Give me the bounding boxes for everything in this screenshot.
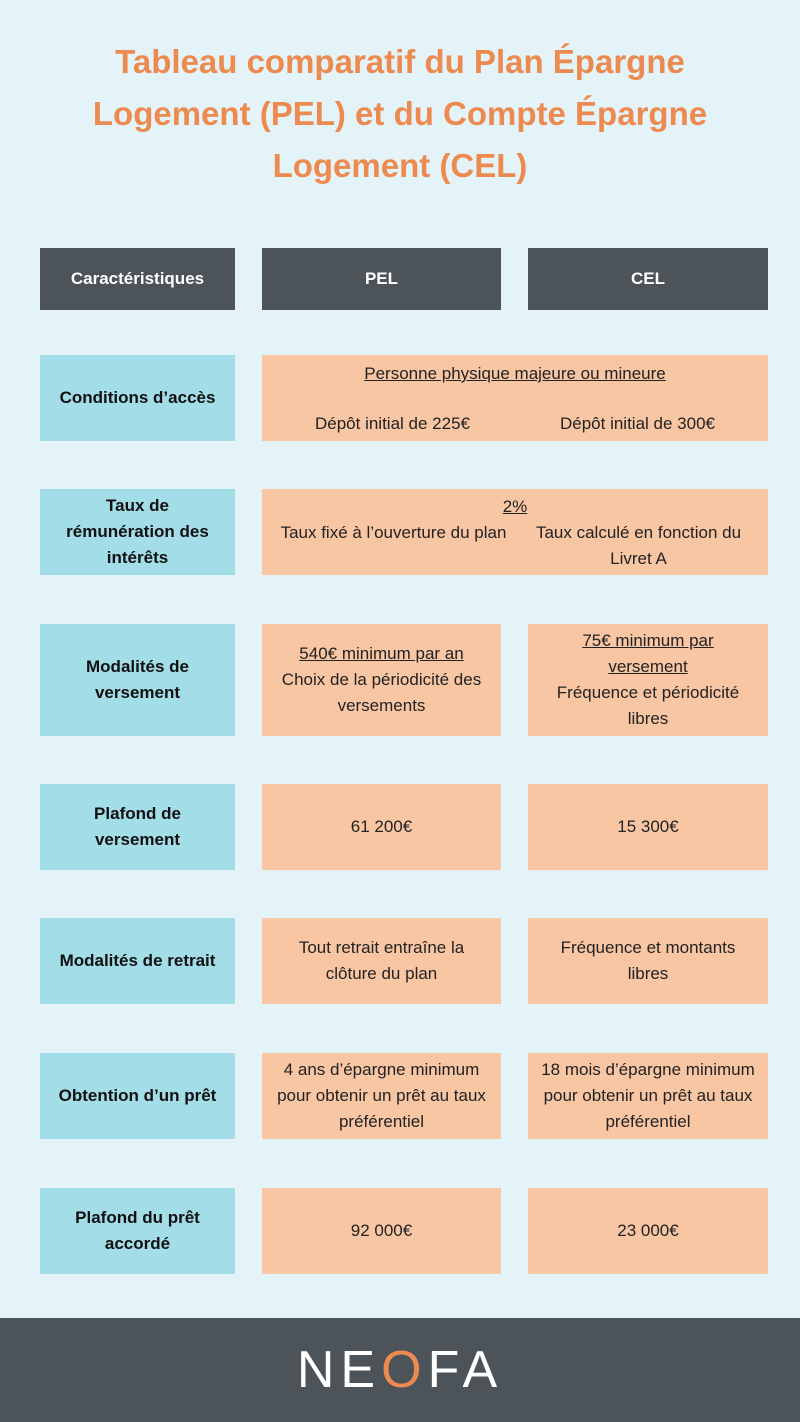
header-caracteristiques: Caractéristiques: [40, 248, 235, 310]
taux-cel: Taux calculé en fonction du Livret A: [535, 523, 742, 568]
header-pel: PEL: [262, 248, 501, 310]
label-conditions-acces: Conditions d’accès: [40, 355, 235, 441]
header-cel: CEL: [528, 248, 768, 310]
logo-text-right: FA: [427, 1341, 504, 1399]
page-title: Tableau comparatif du Plan Épargne Logement (PEL) et du Compte Épargne Logement (CEL): [92, 43, 708, 184]
versement-pel-main: 540€ minimum par an: [299, 644, 464, 663]
plafond-versement-pel: 61 200€: [262, 784, 501, 870]
plafond-versement-cel: 15 300€: [528, 784, 768, 870]
logo-text-o: O: [381, 1341, 428, 1399]
plafond-pret-pel: 92 000€: [262, 1188, 501, 1274]
versement-cel-sub: Fréquence et périodicité libres: [556, 683, 740, 728]
label-obtention-pret: Obtention d’un prêt: [40, 1053, 235, 1139]
conditions-cel: Dépôt initial de 300€: [559, 414, 715, 433]
versement-pel-sub: Choix de la périodicité des versements: [281, 670, 482, 715]
label-plafond-versement: Plafond de versement: [40, 784, 235, 870]
plafond-pret-cel: 23 000€: [528, 1188, 768, 1274]
label-taux: Taux de rémunération des intérêts: [40, 489, 235, 575]
versement-cel-main: 75€ minimum par versement: [582, 631, 714, 676]
pret-cel: 18 mois d’épargne minimum pour obtenir un prêt au taux préférentiel: [528, 1053, 768, 1139]
label-modalites-versement: Modalités de versement: [40, 624, 235, 736]
retrait-pel: Tout retrait entraîne la clôture du plan: [262, 918, 501, 1004]
neofa-logo[interactable]: [297, 1340, 503, 1400]
taux-shared: 2%: [502, 497, 528, 516]
versement-pel-cell: [262, 624, 501, 736]
label-modalites-retrait: Modalités de retrait: [40, 918, 235, 1004]
retrait-cel: Fréquence et montants libres: [528, 918, 768, 1004]
taux-pel: Taux fixé à l’ouverture du plan: [280, 523, 507, 542]
logo-text-left: NE: [296, 1341, 382, 1399]
footer: [0, 1318, 800, 1422]
conditions-pel: Dépôt initial de 225€: [314, 414, 470, 433]
conditions-shared: Personne physique majeure ou mineure: [364, 364, 666, 383]
pret-pel: 4 ans d’épargne minimum pour obtenir un prêt au taux préférentiel: [262, 1053, 501, 1139]
conditions-acces-cell: [262, 355, 768, 441]
label-plafond-pret: Plafond du prêt accordé: [40, 1188, 235, 1274]
versement-cel-cell: [528, 624, 768, 736]
taux-cell: [262, 489, 768, 575]
